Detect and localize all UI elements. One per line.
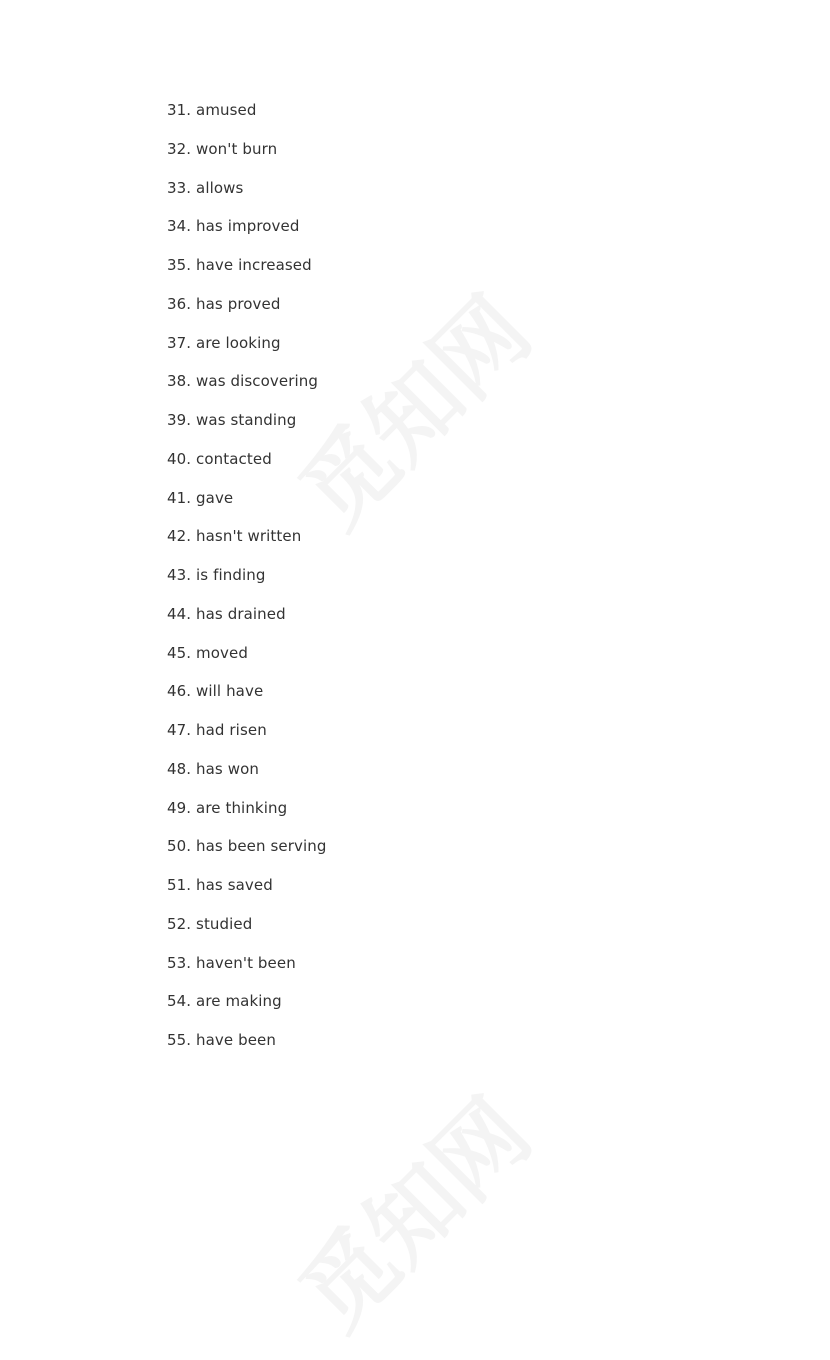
answer-number: 47.: [167, 721, 192, 739]
answer-text: is finding: [196, 566, 266, 584]
answer-text: had risen: [196, 721, 267, 739]
answer-item: [167, 216, 326, 255]
answer-text: has improved: [196, 217, 300, 236]
answer-number: 46.: [167, 682, 192, 701]
answer-number: 35.: [167, 256, 192, 274]
answer-item: [167, 178, 326, 217]
answer-item: [167, 449, 326, 488]
answer-number: 53.: [167, 953, 192, 972]
answer-item: [167, 526, 326, 565]
answer-item: [167, 720, 326, 759]
answer-number: 42.: [167, 527, 192, 546]
answer-item: [167, 875, 326, 914]
answer-text: will have: [196, 682, 264, 701]
answer-item: [167, 100, 326, 139]
answer-text: allows: [196, 178, 244, 197]
answer-number: 37.: [167, 333, 192, 352]
answer-item: [167, 953, 326, 992]
answer-number: 52.: [167, 914, 192, 933]
answer-number: 33.: [167, 178, 192, 197]
answer-item: [167, 798, 326, 837]
answer-text: has been serving: [196, 837, 327, 856]
answer-text: has won: [196, 759, 259, 778]
answer-number: 48.: [167, 759, 192, 778]
answer-number: 44.: [167, 604, 192, 623]
answer-text: was standing: [196, 411, 297, 429]
answer-item: [167, 371, 326, 410]
answer-item: [167, 294, 326, 333]
answer-item: [167, 488, 326, 527]
answer-number: 41.: [167, 488, 192, 507]
answer-text: are looking: [196, 333, 281, 352]
answer-number: 54.: [167, 992, 192, 1011]
answer-text: was discovering: [196, 372, 318, 391]
answer-number: 43.: [167, 566, 192, 584]
answer-number: 39.: [167, 411, 192, 429]
answer-item: [167, 410, 326, 449]
answer-number: 36.: [167, 294, 192, 313]
answer-number: 49.: [167, 798, 192, 817]
answer-number: 38.: [167, 372, 192, 391]
answer-text: hasn't written: [196, 527, 302, 546]
answer-text: have been: [196, 1031, 276, 1049]
answer-number: 40.: [167, 449, 192, 468]
answer-text: moved: [196, 643, 248, 662]
answer-item: [167, 139, 326, 178]
answer-text: gave: [196, 488, 234, 507]
answer-text: are thinking: [196, 798, 288, 817]
answer-text: contacted: [196, 449, 272, 468]
answer-item: [167, 991, 326, 1030]
answer-item: [167, 836, 326, 875]
watermark: [271, 1070, 561, 1360]
answer-text: are making: [196, 992, 282, 1011]
answer-item: [167, 681, 326, 720]
answer-list: [167, 100, 326, 1069]
answer-text: has proved: [196, 294, 281, 313]
answer-number: 50.: [167, 837, 192, 856]
answer-item: [167, 914, 326, 953]
answer-text: won't burn: [196, 139, 278, 158]
answer-text: amused: [196, 101, 257, 119]
answer-text: has drained: [196, 604, 286, 623]
answer-number: 55.: [167, 1031, 192, 1049]
answer-item: [167, 565, 326, 604]
answer-number: 31.: [167, 101, 192, 119]
answer-item: [167, 759, 326, 798]
answer-item: [167, 333, 326, 372]
answer-item: [167, 604, 326, 643]
answer-item: [167, 255, 326, 294]
answer-item: [167, 643, 326, 682]
answer-item: [167, 1030, 326, 1069]
answer-text: have increased: [196, 256, 312, 274]
answer-number: 32.: [167, 139, 192, 158]
answer-text: has saved: [196, 876, 273, 894]
answer-text: haven't been: [196, 953, 296, 972]
answer-number: 34.: [167, 217, 192, 236]
answer-text: studied: [196, 914, 253, 933]
answer-number: 51.: [167, 876, 192, 894]
answer-number: 45.: [167, 643, 192, 662]
